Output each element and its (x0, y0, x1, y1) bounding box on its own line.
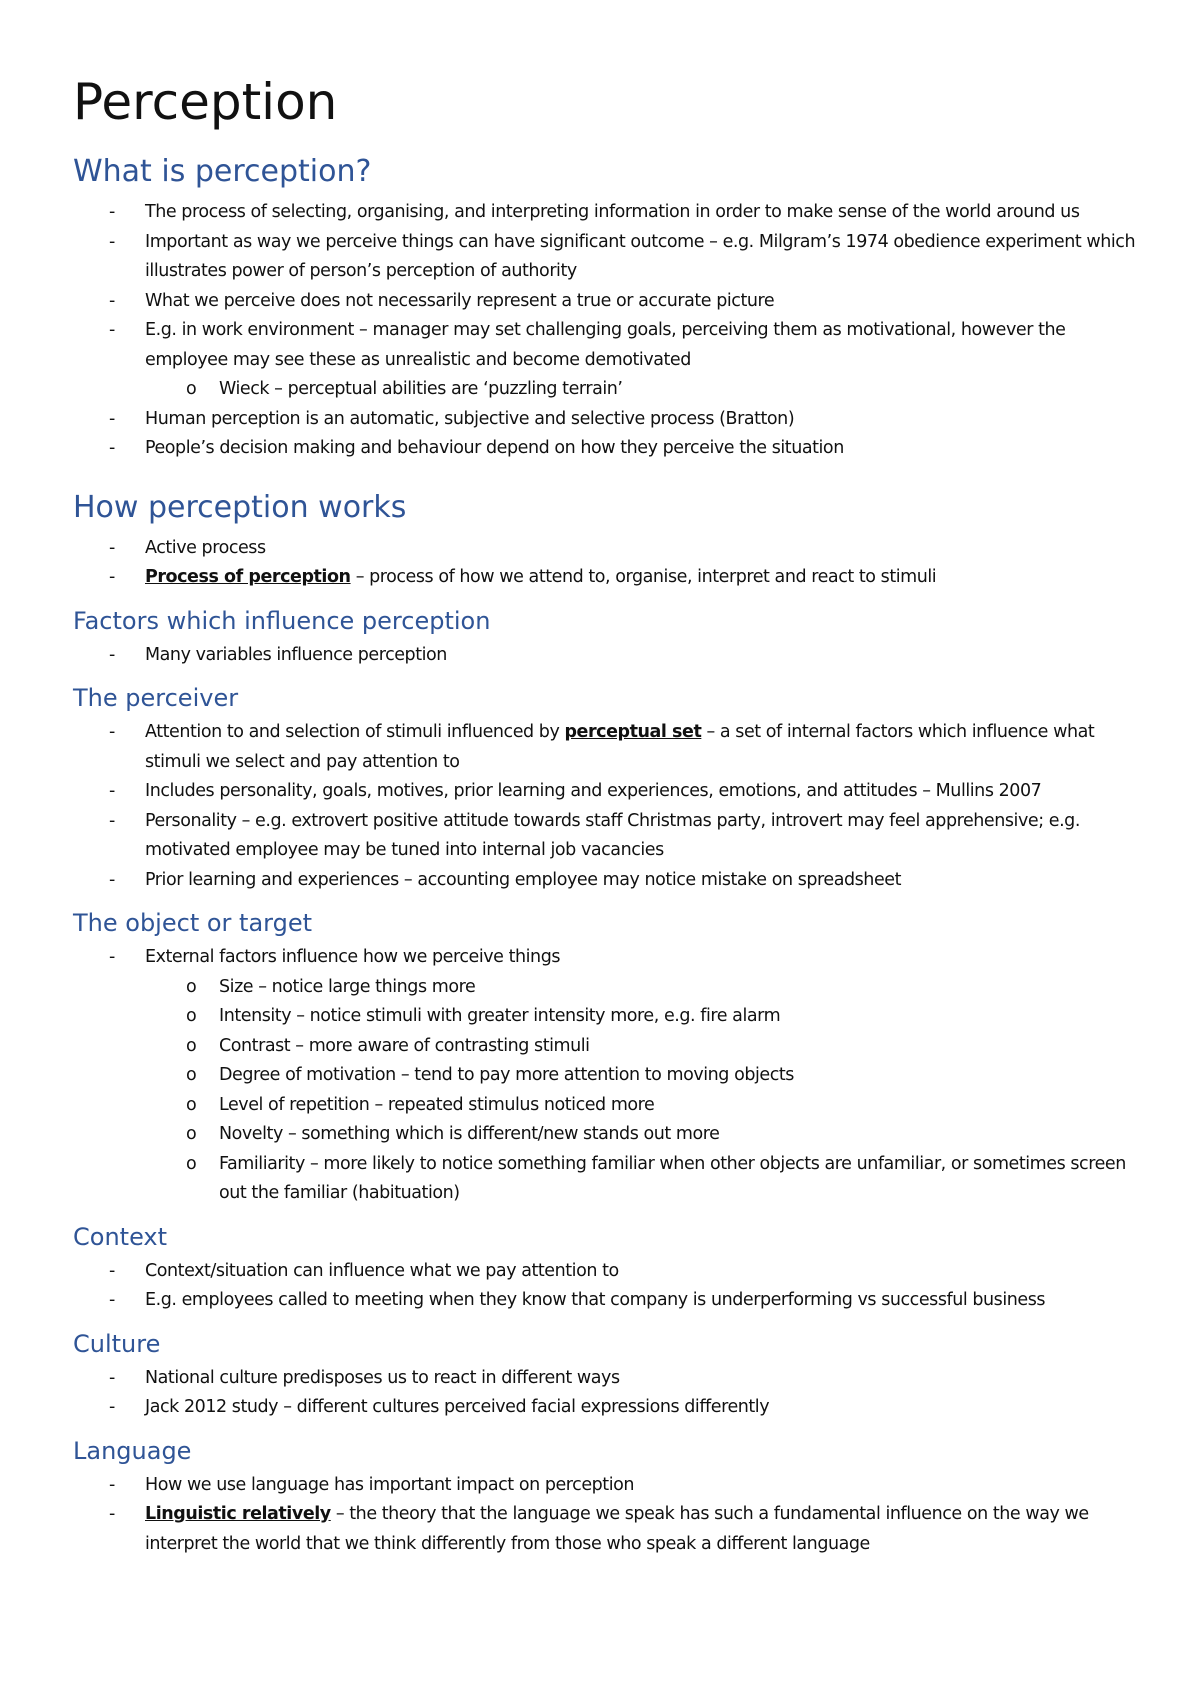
list-item: - E.g. in work environment – manager may set challenging goals, perceiving them as motivational, however the employee may see these as unrealistic and become demotivated (73, 316, 1140, 375)
dash-bullet: - (109, 1504, 115, 1524)
circle-bullet: o (186, 1153, 197, 1174)
list-object-or-target (73, 943, 1140, 1209)
sub-list-item: o Wieck – perceptual abilities are ‘puzzling terrain’ (73, 375, 1140, 405)
list-item: - Human perception is an automatic, subjective and selective process (Bratton) (73, 405, 1140, 435)
dash-bullet: - (109, 722, 115, 742)
heading-language: Language (73, 1436, 192, 1465)
sub-list-item: o Novelty – something which is different/new stands out more (73, 1120, 1140, 1150)
heading-what-is-perception: What is perception? (73, 154, 372, 189)
list-item: - Personality – e.g. extrovert positive attitude towards staff Christmas party, introvert may feel apprehensive; e.g. motivated employee may be tuned into internal job vacancies (73, 807, 1140, 866)
list-item: - Process of perception – process of how we attend to, organise, interpret and react to stimuli (73, 563, 1140, 593)
circle-bullet: o (186, 1124, 197, 1144)
dash-bullet: - (109, 1290, 115, 1310)
dash-bullet: - (109, 1397, 115, 1417)
dash-bullet: - (109, 781, 115, 801)
heading-the-perceiver: The perceiver (73, 684, 239, 712)
dash-bullet: - (109, 644, 115, 665)
circle-bullet: o (186, 379, 197, 399)
dash-bullet: - (109, 320, 115, 340)
list-what-is-perception (73, 198, 1140, 464)
heading-culture: Culture (73, 1329, 161, 1358)
list-item: - Many variables influence perception (73, 641, 1140, 671)
key-term: perceptual set (564, 722, 702, 742)
circle-bullet: o (186, 1035, 197, 1056)
list-item: - The process of selecting, organising, and interpreting information in order to make sense of the world around us (73, 198, 1140, 228)
sub-list-item: o Intensity – notice stimuli with greater intensity more, e.g. fire alarm (73, 1002, 1140, 1032)
list-how-perception-works (73, 534, 1140, 593)
dash-bullet: - (109, 231, 115, 252)
list-item: - What we perceive does not necessarily represent a true or accurate picture (73, 287, 1140, 317)
list-item: - National culture predisposes us to react in different ways (73, 1364, 1140, 1394)
key-term: Process of perception (145, 567, 351, 587)
dash-bullet: - (109, 202, 115, 222)
sub-list-item: o Degree of motivation – tend to pay more attention to moving objects (73, 1061, 1140, 1091)
heading-how-perception-works: How perception works (73, 489, 407, 525)
list-item: - E.g. employees called to meeting when they know that company is underperforming vs successful business (73, 1286, 1140, 1316)
sub-list-item: o Size – notice large things more (73, 973, 1140, 1003)
heading-factors: Factors which influence perception (73, 606, 491, 635)
dash-bullet: - (109, 869, 115, 890)
dash-bullet: - (109, 1367, 115, 1388)
list-item: - How we use language has important impact on perception (73, 1471, 1140, 1501)
list-item: - Attention to and selection of stimuli influenced by perceptual set – a set of internal factors which influence what stimuli we select and pay attention to (73, 718, 1140, 777)
list-item: - Includes personality, goals, motives, prior learning and experiences, emotions, and attitudes – Mullins 2007 (73, 777, 1140, 807)
sub-list-item: o Familiarity – more likely to notice something familiar when other objects are unfamiliar, or sometimes screen out the familiar (habituation) (73, 1150, 1140, 1209)
dash-bullet: - (109, 947, 115, 967)
sub-list-item: o Level of repetition – repeated stimulus noticed more (73, 1091, 1140, 1121)
list-item: - Prior learning and experiences – accounting employee may notice mistake on spreadsheet (73, 866, 1140, 896)
dash-bullet: - (109, 1474, 115, 1495)
dash-bullet: - (109, 1260, 115, 1281)
list-item: - Important as way we perceive things can have significant outcome – e.g. Milgram’s 1974 obedience experiment which illustrates power of person’s perception of authority (73, 228, 1140, 287)
list-culture (73, 1364, 1140, 1423)
list-item: - Context/situation can influence what we pay attention to (73, 1257, 1140, 1287)
document-title: Perception (73, 73, 338, 131)
dash-bullet: - (109, 567, 115, 587)
heading-object-or-target: The object or target (73, 909, 313, 937)
list-factors (73, 641, 1140, 671)
list-item: - Jack 2012 study – different cultures perceived facial expressions differently (73, 1393, 1140, 1423)
dash-bullet: - (109, 810, 115, 831)
circle-bullet: o (186, 976, 197, 997)
dash-bullet: - (109, 438, 115, 458)
dash-bullet: - (109, 408, 115, 429)
sub-list-item: o Contrast – more aware of contrasting stimuli (73, 1032, 1140, 1062)
dash-bullet: - (109, 290, 115, 311)
heading-context: Context (73, 1222, 168, 1251)
circle-bullet: o (186, 1094, 197, 1115)
list-item: - External factors influence how we perceive things (73, 943, 1140, 973)
list-item: - Active process (73, 534, 1140, 564)
circle-bullet: o (186, 1065, 197, 1085)
list-context (73, 1257, 1140, 1316)
dash-bullet: - (109, 537, 115, 558)
circle-bullet: o (186, 1006, 197, 1026)
list-item: - People’s decision making and behaviour depend on how they perceive the situation (73, 434, 1140, 464)
key-term: Linguistic relatively (145, 1504, 331, 1524)
list-language (73, 1471, 1140, 1560)
list-item: - Linguistic relatively – the theory that the language we speak has such a fundamental influence on the way we interpret the world that we think differently from those who speak a different language (73, 1500, 1140, 1559)
list-the-perceiver (73, 718, 1140, 895)
